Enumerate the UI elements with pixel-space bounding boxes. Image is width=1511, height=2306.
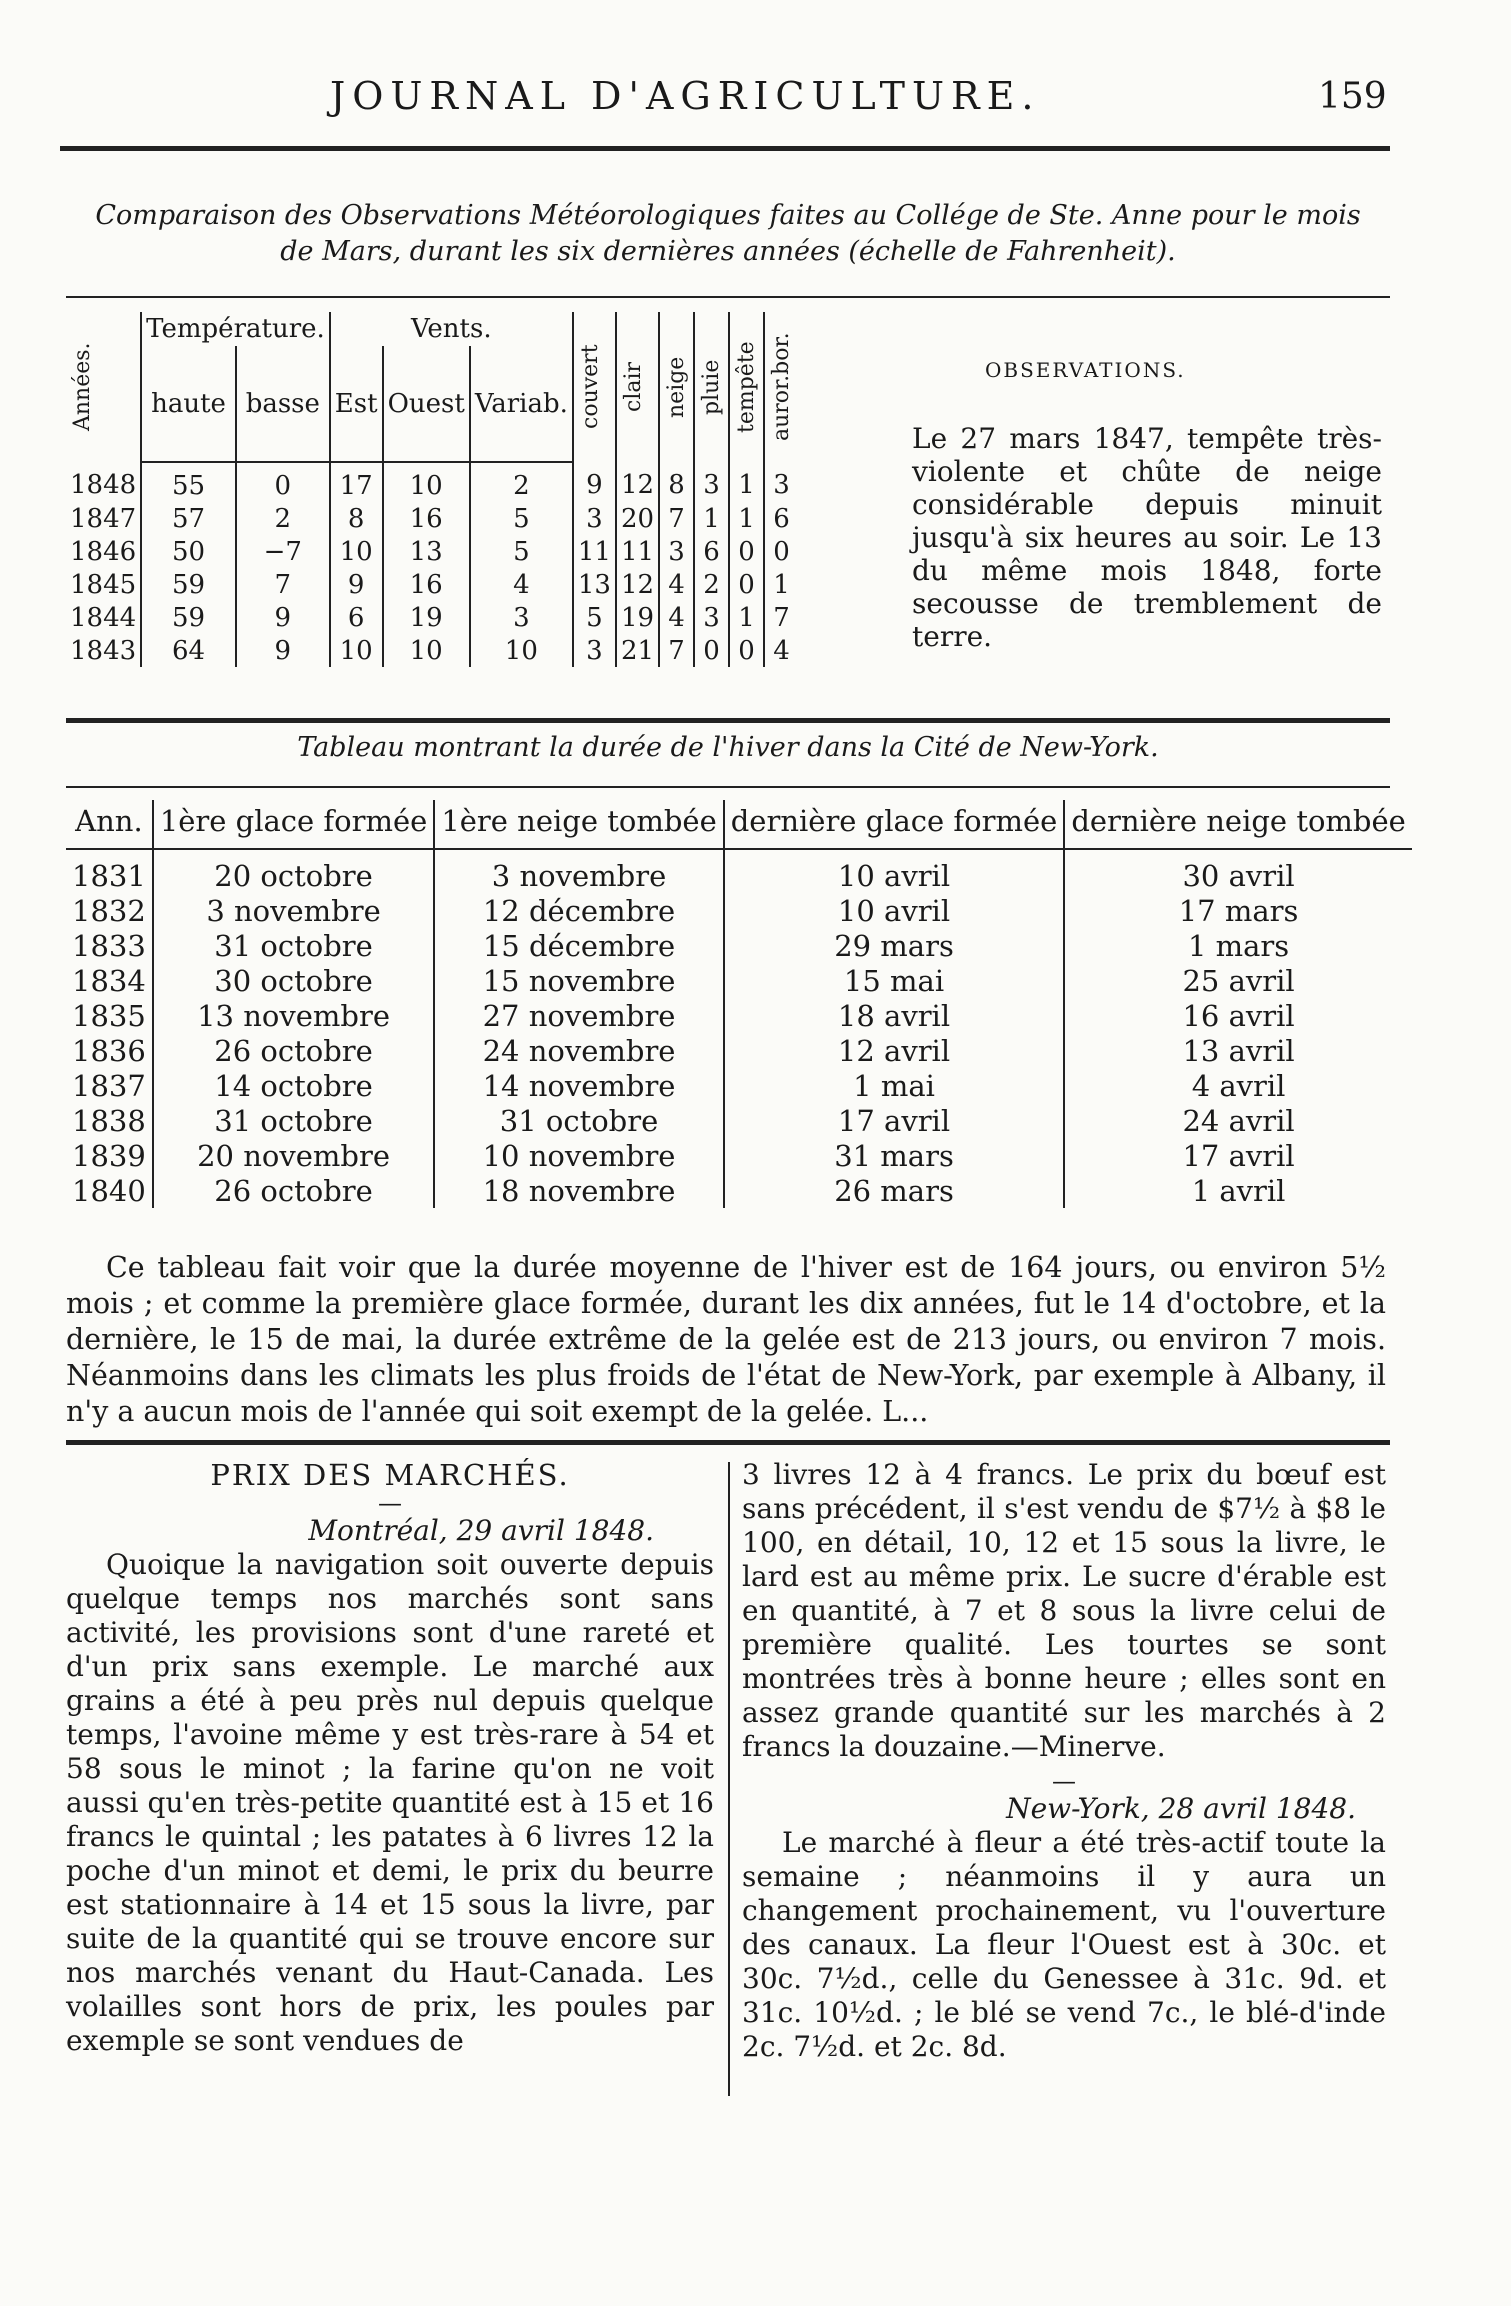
col-temperature-label: Température.	[141, 312, 330, 346]
col-variab-label: Variab.	[470, 346, 573, 462]
winter-date-cell: 14 octobre	[153, 1068, 435, 1103]
meteo-value-cell: 9	[330, 568, 383, 601]
meteo-value-cell: 8	[659, 462, 694, 502]
winter-date-cell: 1 mars	[1064, 928, 1412, 963]
meteo-value-cell: 3	[694, 462, 729, 502]
meteo-row	[66, 634, 798, 667]
column-divider	[728, 1462, 730, 2096]
winter-table-body	[66, 849, 1412, 1208]
meteo-value-cell: 55	[141, 462, 236, 502]
meteo-row	[66, 502, 798, 535]
winter-date-cell: 3 novembre	[153, 893, 435, 928]
winter-row	[66, 1138, 1412, 1173]
winter-date-cell: 12 avril	[724, 1033, 1065, 1068]
meteo-year-cell: 1848	[70, 470, 137, 500]
winter-year-cell: 1833	[72, 928, 146, 963]
winter-year-cell: 1836	[72, 1033, 146, 1068]
winter-date-cell: 12 décembre	[434, 893, 723, 928]
winter-date-cell: 15 novembre	[434, 963, 723, 998]
meteo-row	[66, 568, 798, 601]
meteo-value-cell: 0	[729, 634, 764, 667]
winter-date-cell: 4 avril	[1064, 1068, 1412, 1103]
winter-date-cell: 29 mars	[724, 928, 1065, 963]
meteo-value-cell: 19	[616, 601, 659, 634]
winter-date-cell: 31 mars	[724, 1138, 1065, 1173]
winter-row	[66, 1068, 1412, 1103]
meteo-header-cell	[573, 312, 616, 462]
meteo-value-cell: 8	[330, 502, 383, 535]
winter-date-cell: 18 avril	[724, 998, 1065, 1033]
meteo-caption	[66, 198, 1390, 270]
winter-date-cell: 13 avril	[1064, 1033, 1412, 1068]
meteo-table-body	[66, 462, 798, 667]
meteo-value-cell: −7	[236, 535, 330, 568]
meteo-row	[66, 601, 798, 634]
meteo-value-cell: 6	[330, 601, 383, 634]
col-neige-label: neige	[664, 356, 690, 418]
winter-date-cell: 1 mai	[724, 1068, 1065, 1103]
winter-year-cell: 1832	[72, 893, 146, 928]
meteo-value-cell: 9	[236, 634, 330, 667]
winter-year-cell: 1840	[72, 1173, 146, 1208]
meteo-value-cell: 13	[573, 568, 616, 601]
markets-title: PRIX DES MARCHÉS.	[210, 1458, 570, 1492]
meteo-value-cell: 0	[764, 535, 798, 568]
montreal-dateline: Montréal, 29 avril 1848.	[308, 1514, 654, 1547]
markets-title-dash: —	[378, 1489, 402, 1517]
meteo-header-cell	[616, 312, 659, 462]
section-rule	[66, 1440, 1390, 1445]
meteo-value-cell: 1	[729, 462, 764, 502]
meteo-value-cell: 2	[236, 502, 330, 535]
winter-date-cell: 13 novembre	[153, 998, 435, 1033]
meteo-value-cell: 4	[470, 568, 573, 601]
winter-date-cell: 3 novembre	[434, 849, 723, 893]
meteo-bottom-rule	[66, 718, 1390, 723]
winter-date-cell: 17 avril	[1064, 1138, 1412, 1173]
meteo-header-cell	[66, 312, 141, 462]
winter-date-cell: 26 octobre	[153, 1173, 435, 1208]
meteo-value-cell: 5	[573, 601, 616, 634]
meteo-value-cell: 19	[383, 601, 470, 634]
meteo-header-cell	[729, 312, 764, 462]
winter-date-cell: 26 mars	[724, 1173, 1065, 1208]
meteo-value-cell: 17	[330, 462, 383, 502]
winter-year-cell: 1839	[72, 1138, 146, 1173]
meteo-value-cell: 12	[616, 462, 659, 502]
meteo-value-cell: 5	[470, 535, 573, 568]
meteo-top-rule	[66, 296, 1390, 298]
winter-date-cell: 18 novembre	[434, 1173, 723, 1208]
meteo-value-cell: 10	[330, 634, 383, 667]
meteo-value-cell: 0	[694, 634, 729, 667]
winter-year-cell: 1837	[72, 1068, 146, 1103]
meteo-year-cell: 1846	[70, 536, 137, 567]
winter-date-cell: 1 avril	[1064, 1173, 1412, 1208]
col-pluie-label: pluie	[699, 359, 725, 415]
winter-column-header: 1ère neige tombée	[434, 800, 723, 849]
meteo-value-cell: 1	[729, 502, 764, 535]
meteo-value-cell: 7	[659, 634, 694, 667]
col-tempete-label: tempête	[734, 341, 760, 433]
montreal-continued-text: 3 livres 12 à 4 francs. Le prix du bœuf est sans précédent, il s'est vendu de $7½ à $8 le 100, en détail, 10, 12 et 15 sous la livre, le lard est au même prix. Le sucre d'érable est en quantité, à 7 et 8 sous la livre celui de première qualité. Les tourtes se sont montrées très à bonne heure ; elles sont en assez grande quantité sur les marchés à 2 francs la douzaine.—Minerve.	[742, 1458, 1386, 1763]
winter-year-cell: 1831	[72, 858, 146, 893]
meteo-value-cell: 10	[330, 535, 383, 568]
winter-row	[66, 928, 1412, 963]
meteo-value-cell: 1	[729, 601, 764, 634]
winter-caption-rule	[66, 786, 1390, 788]
meteo-year-cell: 1847	[70, 503, 137, 534]
winter-year-cell: 1838	[72, 1103, 146, 1138]
meteo-value-cell: 3	[470, 601, 573, 634]
meteo-value-cell: 3	[694, 601, 729, 634]
meteo-year-cell: 1844	[70, 602, 137, 633]
meteo-value-cell: 4	[659, 568, 694, 601]
new-york-dash: —	[1052, 1767, 1076, 1795]
winter-date-cell: 14 novembre	[434, 1068, 723, 1103]
winter-date-cell: 15 mai	[724, 963, 1065, 998]
col-est-label: Est	[330, 346, 383, 462]
meteo-value-cell: 0	[729, 535, 764, 568]
meteo-value-cell: 9	[236, 601, 330, 634]
winter-date-cell: 31 octobre	[153, 1103, 435, 1138]
winter-date-cell: 10 avril	[724, 893, 1065, 928]
winter-date-cell: 30 octobre	[153, 963, 435, 998]
meteo-value-cell: 57	[141, 502, 236, 535]
meteo-value-cell: 59	[141, 568, 236, 601]
meteo-value-cell: 2	[694, 568, 729, 601]
col-basse-label: basse	[236, 346, 330, 462]
observations-text: Le 27 mars 1847, tempête très-violente et chûte de neige considérable depuis minuit jusqu'à six heures au soir. Le 13 du même mois 1848, forte secousse de tremblement de terre.	[912, 422, 1382, 653]
winter-column-header: dernière glace formée	[724, 800, 1065, 849]
new-york-text: Le marché à fleur a été très-actif toute la semaine ; néanmoins il y aura un changement prochainement, vu l'ouverture des canaux. La fleur l'Ouest est à 30c. et 30c. 7½d., celle du Genessee à 31c. 9d. et 31c. 10½d. ; le blé se vend 7c., le blé-d'inde 2c. 7½d. et 2c. 8d.	[742, 1826, 1386, 2063]
meteo-value-cell: 10	[383, 462, 470, 502]
meteo-header-cell	[694, 312, 729, 462]
winter-row	[66, 893, 1412, 928]
meteo-year-cell: 1843	[70, 635, 137, 666]
winter-date-cell: 17 mars	[1064, 893, 1412, 928]
col-clair-label: clair	[620, 361, 646, 413]
new-york-dateline: New-York, 28 avril 1848.	[1006, 1792, 1356, 1825]
meteo-value-cell: 2	[470, 462, 573, 502]
winter-date-cell: 31 octobre	[153, 928, 435, 963]
meteo-value-cell: 11	[573, 535, 616, 568]
meteo-value-cell: 3	[659, 535, 694, 568]
winter-date-cell: 31 octobre	[434, 1103, 723, 1138]
winter-date-cell: 10 avril	[724, 849, 1065, 893]
markets-right-column	[742, 1458, 1386, 2064]
montreal-text: Quoique la navigation soit ouverte depuis quelque temps nos marchés sont sans activité, les provisions sont d'une rareté et d'un prix sans exemple. Le marché aux grains a été à peu près nul depuis quelque temps, l'avoine même y est très-rare à 54 et 58 sous le minot ; la farine qu'on ne voit aussi qu'en très-petite quantité est à 15 et 16 francs le quintal ; les patates à 6 livres 12 la poche d'un minot et demi, le prix du beurre est stationnaire à 14 et 15 sous la livre, par suite de la quantité qui se trouve encore sur nos marchés venant du Haut-Canada. Les volailles sont hors de prix, les poules par exemple se sont vendues de	[66, 1548, 714, 2057]
meteo-value-cell: 1	[694, 502, 729, 535]
winter-paragraph-text: Ce tableau fait voir que la durée moyenne de l'hiver est de 164 jours, ou environ 5½ mois ; et comme la première glace formée, durant les dix années, fut le 14 d'octobre, et la dernière, le 15 de mai, la durée extrême de la gelée est de 213 jours, ou environ 7 mois. Néanmoins dans les climats les plus froids de l'état de New-York, par exemple à Albany, il n'y a aucun mois de l'année qui soit exempt de la gelée. L...	[66, 1251, 1386, 1428]
meteo-caption-line2: de Mars, durant les six dernières années (échelle de Fahrenheit).	[280, 236, 1176, 267]
meteo-value-cell: 7	[764, 601, 798, 634]
winter-date-cell: 25 avril	[1064, 963, 1412, 998]
meteo-value-cell: 0	[729, 568, 764, 601]
winter-year-cell: 1835	[72, 998, 146, 1033]
meteo-value-cell: 16	[383, 502, 470, 535]
meteo-value-cell: 4	[659, 601, 694, 634]
winter-year-cell: 1834	[72, 963, 146, 998]
meteo-value-cell: 21	[616, 634, 659, 667]
winter-date-cell: 27 novembre	[434, 998, 723, 1033]
meteo-value-cell: 7	[659, 502, 694, 535]
meteo-value-cell: 4	[764, 634, 798, 667]
meteo-table	[66, 312, 798, 667]
meteo-value-cell: 16	[383, 568, 470, 601]
col-haute-label: haute	[141, 346, 236, 462]
winter-row	[66, 963, 1412, 998]
winter-column-header: 1ère glace formée	[153, 800, 435, 849]
meteo-row	[66, 535, 798, 568]
running-header	[0, 70, 1511, 130]
meteo-value-cell: 7	[236, 568, 330, 601]
col-ouest-label: Ouest	[383, 346, 470, 462]
col-vents-label: Vents.	[330, 312, 573, 346]
winter-date-cell: 24 avril	[1064, 1103, 1412, 1138]
winter-date-cell: 30 avril	[1064, 849, 1412, 893]
winter-row	[66, 1033, 1412, 1068]
meteo-value-cell: 6	[694, 535, 729, 568]
col-years-label: Années.	[70, 342, 95, 432]
meteo-value-cell: 3	[573, 502, 616, 535]
meteo-value-cell: 10	[470, 634, 573, 667]
winter-table	[66, 800, 1412, 1208]
meteo-year-cell: 1845	[70, 569, 137, 600]
meteo-value-cell: 13	[383, 535, 470, 568]
winter-date-cell: 15 décembre	[434, 928, 723, 963]
meteo-caption-line1: Comparaison des Observations Météorologiques faites au Collége de Ste. Anne pour le mois	[95, 200, 1361, 231]
col-couvert-label: couvert	[577, 344, 603, 430]
page-number: 159	[1318, 76, 1387, 117]
winter-row	[66, 998, 1412, 1033]
meteo-value-cell: 59	[141, 601, 236, 634]
winter-table-header-row	[66, 800, 1412, 849]
journal-title: JOURNAL D'AGRICULTURE.	[330, 74, 1041, 118]
winter-paragraph	[66, 1250, 1386, 1430]
observations-title: OBSERVATIONS.	[985, 358, 1186, 382]
meteo-value-cell: 20	[616, 502, 659, 535]
winter-date-cell: 20 octobre	[153, 849, 435, 893]
winter-row	[66, 1103, 1412, 1138]
meteo-value-cell: 9	[573, 462, 616, 502]
winter-row	[66, 849, 1412, 893]
meteo-value-cell: 0	[236, 462, 330, 502]
winter-date-cell: 20 novembre	[153, 1138, 435, 1173]
winter-date-cell: 10 novembre	[434, 1138, 723, 1173]
col-auror-label: auror.bor.	[769, 332, 795, 442]
meteo-value-cell: 3	[573, 634, 616, 667]
winter-caption: Tableau montrant la durée de l'hiver dans la Cité de New-York.	[297, 732, 1159, 763]
meteo-value-cell: 5	[470, 502, 573, 535]
winter-date-cell: 16 avril	[1064, 998, 1412, 1033]
meteo-header-cell	[659, 312, 694, 462]
meteo-value-cell: 50	[141, 535, 236, 568]
meteo-value-cell: 3	[764, 462, 798, 502]
meteo-value-cell: 12	[616, 568, 659, 601]
meteo-row	[66, 462, 798, 502]
winter-column-header: dernière neige tombée	[1064, 800, 1412, 849]
winter-row	[66, 1173, 1412, 1208]
meteo-value-cell: 11	[616, 535, 659, 568]
meteo-header-cell	[764, 312, 798, 462]
meteo-value-cell: 10	[383, 634, 470, 667]
winter-date-cell: 17 avril	[724, 1103, 1065, 1138]
meteo-value-cell: 64	[141, 634, 236, 667]
meteo-value-cell: 6	[764, 502, 798, 535]
meteo-value-cell: 1	[764, 568, 798, 601]
header-rule	[60, 146, 1390, 151]
markets-left-column	[66, 1458, 714, 2058]
winter-date-cell: 24 novembre	[434, 1033, 723, 1068]
winter-date-cell: 26 octobre	[153, 1033, 435, 1068]
winter-column-header: Ann.	[66, 800, 153, 849]
